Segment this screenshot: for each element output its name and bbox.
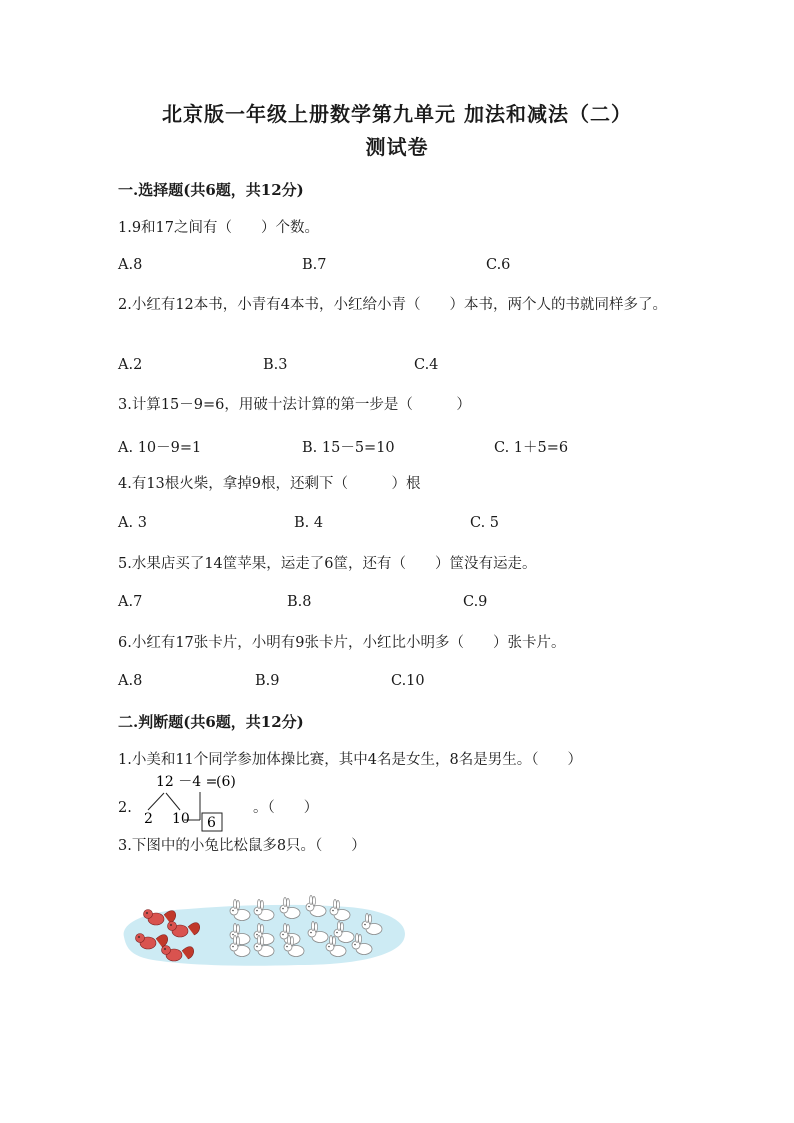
option-a: A.8 [118, 257, 143, 273]
page-title-line2: 测试卷 [365, 135, 429, 159]
page-title-line1: 北京版一年级上册数学第九单元 加法和减法（二） [162, 102, 632, 126]
option-b: B.9 [255, 673, 280, 689]
option-b: B.3 [263, 357, 288, 373]
diagram-expression: 12 －4 = [156, 774, 218, 790]
question-text: 3.下图中的小兔比松鼠多8只。（ ） [118, 838, 366, 854]
option-c: C. 5 [470, 515, 500, 531]
option-a: A.8 [118, 673, 143, 689]
question-text: 4.有13根火柴，拿掉9根，还剩下（ ）根 [118, 476, 421, 492]
question-text: 6.小红有17张卡片，小明有9张卡片，小红比小明多（ ）张卡片。 [118, 635, 566, 651]
question-text: 。（ ） [253, 800, 319, 816]
option-b: B. 4 [294, 515, 324, 531]
option-b: B.8 [287, 594, 312, 610]
diagram-result: (6) [216, 774, 236, 790]
option-a: A. 3 [118, 515, 147, 531]
question-text: 5.水果店买了14筐苹果，运走了6筐，还有（ ）筐没有运走。 [118, 556, 537, 572]
question-text: 1.小美和11个同学参加体操比赛，其中4名是女生，8名是男生。（ ） [118, 752, 582, 768]
option-c: C.6 [486, 257, 511, 273]
option-a: A.2 [118, 357, 143, 373]
option-c: C.10 [391, 673, 425, 689]
option-b: B. 15－5=10 [302, 440, 395, 456]
option-c: C.9 [463, 594, 488, 610]
diagram-box-number: 6 [207, 815, 216, 831]
option-c: C.4 [414, 357, 439, 373]
option-b: B.7 [302, 257, 327, 273]
squirrels-rabbits-illustration [118, 885, 408, 970]
option-a: A. 10－9=1 [118, 440, 202, 456]
break-ten-diagram [134, 768, 264, 836]
option-a: A.7 [118, 594, 143, 610]
diagram-line-right [166, 793, 180, 810]
diagram-right-number: 10 [172, 811, 190, 827]
question-text: 1.9和17之间有（ ）个数。 [118, 220, 320, 236]
diagram-left-number: 2 [144, 811, 153, 827]
question-number: 2. [118, 800, 132, 816]
question-text: 3.计算15－9=6，用破十法计算的第一步是（ ） [118, 397, 471, 413]
question-text: 2.小红有12本书，小青有4本书，小红给小青（ ）本书，两个人的书就同样多了。 [118, 297, 668, 313]
option-c: C. 1＋5=6 [494, 440, 569, 456]
diagram-line-left [148, 793, 164, 810]
section-heading-judge: 二.判断题(共6题，共12分) [118, 713, 304, 731]
section-heading-choice: 一.选择题(共6题，共12分) [118, 181, 304, 199]
